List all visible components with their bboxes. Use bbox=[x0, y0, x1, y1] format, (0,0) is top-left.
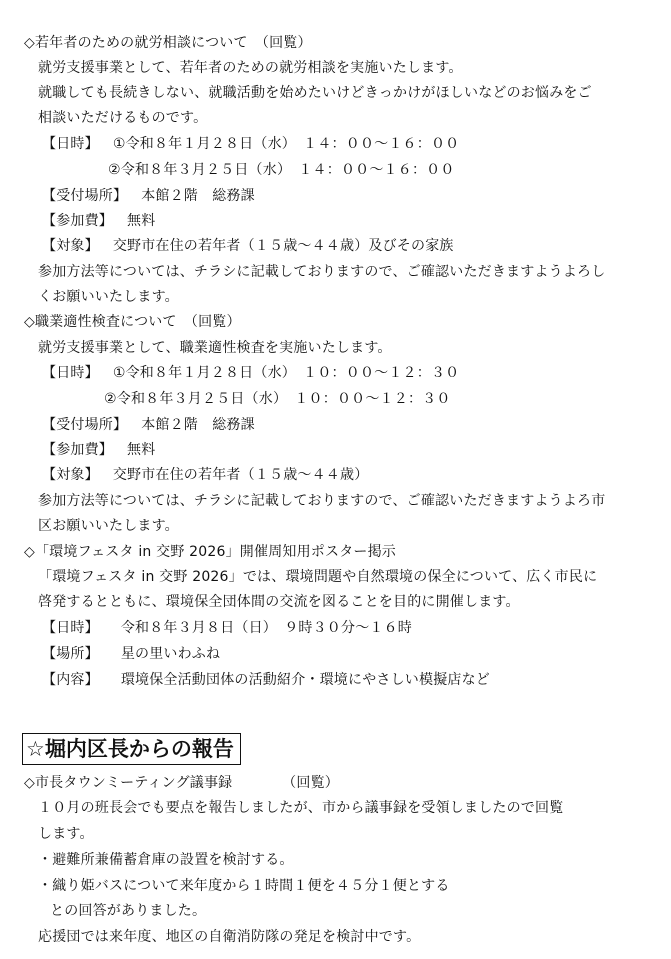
s2-paragraph: 就労支援事業として、職業適性検査を実施いたします。 bbox=[38, 340, 392, 356]
date-label: 【日時】 bbox=[42, 365, 99, 381]
s4-paragraph: １０月の班長会でも要点を報告しましたが、市から議事録を受領しましたので回覧 bbox=[38, 800, 564, 816]
s3-heading: ◇「環境フェスタ in 交野 2026」開催周知用ポスター掲示 bbox=[24, 544, 397, 560]
section-title: ☆堀内区長からの報告 bbox=[22, 733, 241, 765]
s1-paragraph: くお願いいたします。 bbox=[38, 289, 179, 305]
s2-paragraph: 区お願いいたします。 bbox=[38, 518, 179, 534]
s3-content-row bbox=[42, 673, 490, 687]
place-value: 本館２階 総務課 bbox=[141, 417, 255, 433]
s4-paragraph: 応援団では来年度、地区の自衛消防隊の発足を検討中です。 bbox=[38, 929, 421, 945]
s1-paragraph: 就職しても長続きしない、就職活動を始めたいけどきっかけがほしいなどのお悩みをご bbox=[38, 85, 592, 101]
s1-fee-row bbox=[42, 214, 155, 228]
s1-date-row-2: ②令和８年３月２５日（水） １４：００〜１６：００ bbox=[108, 162, 455, 178]
s3-place-row bbox=[42, 647, 220, 661]
s2-place-row bbox=[42, 418, 255, 432]
s2-target-row bbox=[42, 468, 368, 482]
content-label: 【内容】 bbox=[42, 672, 99, 688]
date-value: ①令和８年１月２８日（水） １４：００〜１６：００ bbox=[112, 136, 460, 152]
s1-paragraph: 相談いただけるものです。 bbox=[38, 110, 208, 126]
target-value: 交野市在住の若年者（１５歳〜４４歳） bbox=[112, 467, 369, 483]
s1-paragraph: 参加方法等については、チラシに記載しておりますので、ご確認いただきますようよろし bbox=[38, 264, 606, 280]
s4-heading: ◇市長タウンミーティング議事録 （回覧） bbox=[24, 775, 339, 791]
fee-label: 【参加費】 bbox=[42, 442, 113, 458]
place-label: 【受付場所】 bbox=[42, 417, 128, 433]
s1-heading: ◇若年者のための就労相談について （回覧） bbox=[24, 35, 312, 51]
s3-paragraph: 啓発するとともに、環境保全団体間の交流を図ることを目的に開催します。 bbox=[38, 594, 520, 610]
date-label: 【日時】 bbox=[42, 136, 99, 152]
date-value: 令和８年３月８日（日） ９時３０分〜１６時 bbox=[120, 620, 413, 636]
s4-bullet: ・織り姫バスについて来年度から１時間１便を４５分１便とする bbox=[38, 878, 450, 894]
s4-paragraph: します。 bbox=[38, 826, 94, 842]
place-label: 【受付場所】 bbox=[42, 188, 128, 204]
fee-value: 無料 bbox=[127, 213, 156, 229]
content-value: 環境保全活動団体の活動紹介・環境にやさしい模擬店など bbox=[120, 672, 491, 688]
place-value: 本館２階 総務課 bbox=[141, 188, 255, 204]
s3-date-row bbox=[42, 621, 412, 635]
target-label: 【対象】 bbox=[42, 467, 99, 483]
date-value: ①令和８年１月２８日（水） １０：００〜１２：３０ bbox=[112, 365, 460, 381]
s1-place-row bbox=[42, 189, 255, 203]
s1-date-row bbox=[42, 137, 459, 151]
s4-bullet-continued: との回答がありました。 bbox=[50, 903, 207, 919]
s4-bullet: ・避難所兼備蓄倉庫の設置を検討する。 bbox=[38, 852, 294, 868]
s2-date-row-2: ②令和８年３月２５日（水） １０：００〜１２：３０ bbox=[104, 391, 451, 407]
date-label: 【日時】 bbox=[42, 620, 99, 636]
s2-fee-row bbox=[42, 443, 155, 457]
target-label: 【対象】 bbox=[42, 238, 99, 254]
s2-heading: ◇職業適性検査について （回覧） bbox=[24, 314, 241, 330]
place-value: 星の里いわふね bbox=[120, 646, 221, 662]
s1-paragraph: 就労支援事業として、若年者のための就労相談を実施いたします。 bbox=[38, 60, 463, 76]
place-label: 【場所】 bbox=[42, 646, 99, 662]
s1-target-row bbox=[42, 239, 454, 253]
target-value: 交野市在住の若年者（１５歳〜４４歳）及びその家族 bbox=[112, 238, 454, 254]
s2-date-row bbox=[42, 366, 459, 380]
fee-value: 無料 bbox=[127, 442, 156, 458]
s2-paragraph: 参加方法等については、チラシに記載しておりますので、ご確認いただきますようよろ市 bbox=[38, 493, 606, 509]
fee-label: 【参加費】 bbox=[42, 213, 113, 229]
s3-paragraph: 「環境フェスタ in 交野 2026」では、環境問題や自然環境の保全について、広く市民に bbox=[38, 569, 598, 585]
